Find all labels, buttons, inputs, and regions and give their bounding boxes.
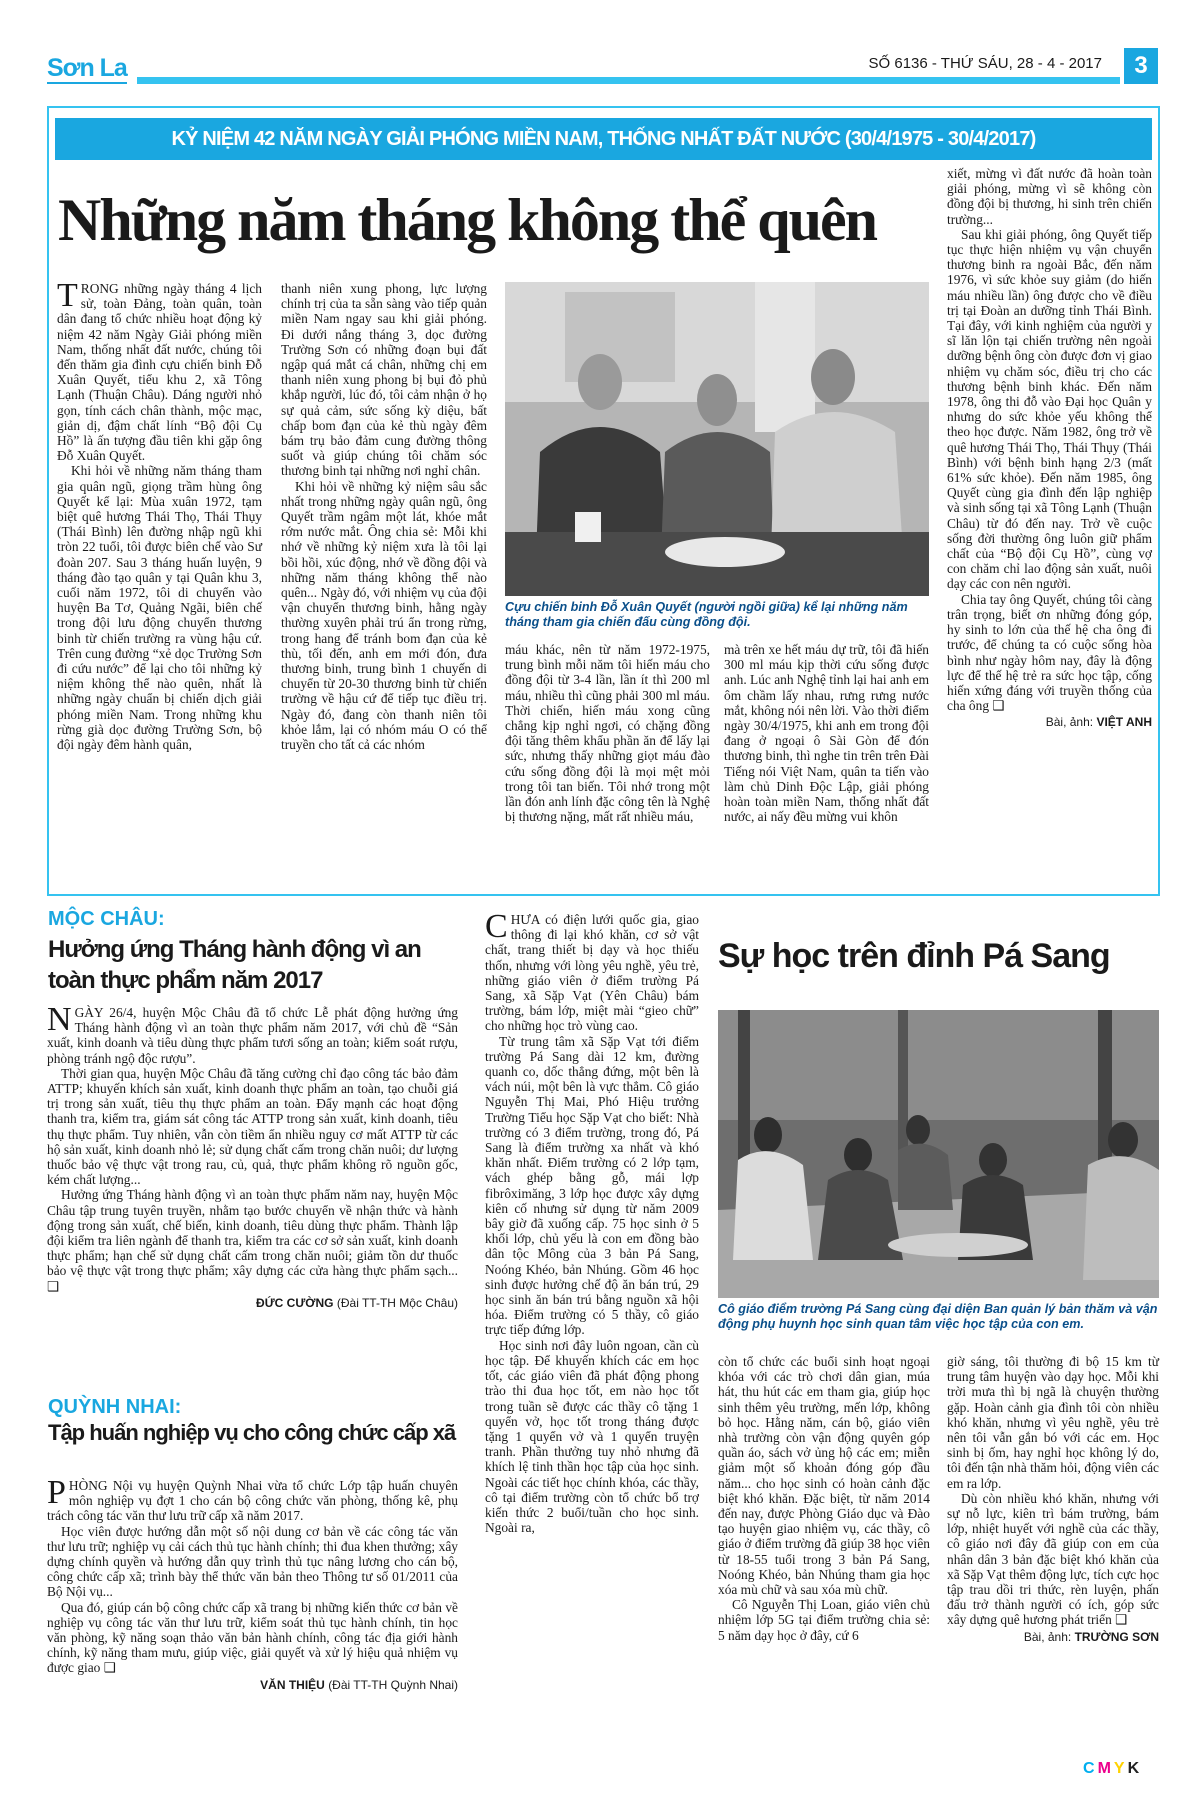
pasang-col-b: [718, 1354, 930, 1643]
byline-author: ĐỨC CƯỜNG: [256, 1295, 334, 1310]
paragraph: Dù còn nhiều khó khăn, nhưng với sự nỗ lực, kiên trì bám trường, bám lớp, nhiệt huyết với nghề của các thầy, cô giáo nơi đây đã giúp con em của nhân dân 3 bản đặc biệt khó khăn của xã Sặp Vạt thêm động lực, tích cực học tập trau dồi tri thức, rèn luyện, phấn đấu trở thành người có ích, góp sức xây dựng quê hương phát triển ❑: [947, 1490, 1159, 1628]
paragraph: mà trên xe hết máu dự trữ, tôi đã hiến 300 ml máu kịp thời cứu sống được anh. Lúc anh Nghệ tỉnh lại hai anh em ôm chầm lấy nhau, rưng rưng nước mắt, không nói nên lời. Vào thời điểm ngày 30/4/1975, khi anh em trong đội đang ở ngoại ô Sài Gòn để đón thương binh, thì nghe tin trên trên Đài Tiếng nói Việt Nam, quân ta tiến vào làm chủ Dinh Độc Lập, giải phóng hoàn toàn miền Nam, thống nhất đất nước, ai nấy đều mừng vui khôn: [724, 642, 929, 825]
paragraph: Cô Nguyễn Thị Loan, giáo viên chủ nhiệm lớp 5G tại điểm trường chia sẻ: 5 năm dạy học ở đây, cứ 6: [718, 1597, 930, 1643]
header-rule: [137, 77, 1120, 84]
paragraph: GÀY 26/4, huyện Mộc Châu đã tổ chức Lễ phát động hưởng ứng Tháng hành động vì an toàn thực phẩm năm 2017, với chủ đề “Sản xuất, kinh doanh và tiêu dùng thực phẩm tươi sống an toàn; kiểm soát rượu, phòng tránh ngộ độc rượu”.: [47, 1005, 458, 1066]
paragraph: HƯA có điện lưới quốc gia, giao thông đi lại khó khăn, cơ sở vật chất, trang thiết bị dạy và học thiếu thốn, nhưng với lòng yêu nghề, yêu trẻ, những giáo viên ở điểm trường Pá Sang, xã Sặp Vạt (Yên Châu) bám trường, bám lớp, miệt mài “gieo chữ” cho những học trò vùng cao.: [485, 912, 699, 1034]
feature-title: Những năm tháng không thể quên: [58, 187, 876, 253]
byline-source: (Đài TT-TH Mộc Châu): [336, 1295, 458, 1310]
paragraph: máu khác, nên từ năm 1972-1975, trung bình mỗi năm tôi hiến máu cho đồng đội từ 3-4 lần, lần ít thì 200 ml máu, nhiều thì cũng phải 300 ml máu. Thời chiến, hiến máu xong cũng chẳng kịp nghỉ ngơi, có chặng đồng đội tăng thêm khẩu phần ăn để lấy lại sức, nhưng thấy những giọt máu đào cứu sống đồng đội là mọi mệt mỏi trong tôi tan biến. Tôi nhớ trong một lần đón anh lính đặc công tên là Nghệ bị thương nặng, mất rất nhiều máu,: [505, 642, 710, 825]
paragraph: HÒNG Nội vụ huyện Quỳnh Nhai vừa tổ chức Lớp tập huấn chuyên môn nghiệp vụ đợt 1 cho cán bộ công chức văn phòng, thống kê, phụ trách công tác văn thư lưu trữ cấp xã năm 2017.: [47, 1478, 458, 1524]
drop-cap: P: [47, 1474, 66, 1511]
quynhnhai-kicker: QUỲNH NHAI:: [48, 1396, 182, 1418]
feature-col-4: [724, 642, 929, 824]
paragraph: giờ sáng, tôi thường đi bộ 15 km từ trung tâm huyện vào dạy học. Mỗi khi trời mưa thì bị ngã là chuyện thường gặp. Hoàn cảnh gia đình tôi còn nhiều khó khăn, nhưng vì yêu nghề, yêu trẻ nên tôi vẫn gắn bó với các em. Học sinh bị ốm, hay nghỉ học không lý do, tôi đến tận nhà thăm hỏi, động viên các em ra lớp.: [947, 1354, 1159, 1491]
quynhnhai-byline: [47, 1678, 458, 1693]
issue-info: SỐ 6136 - THỨ SÁU, 28 - 4 - 2017: [861, 55, 1110, 72]
paragraph: Chia tay ông Quyết, chúng tôi càng trân trọng, biết ơn những đóng góp, hy sinh to lớn của thế hệ cha ông đi trước, để chúng ta có cuộc sống hòa bình như ngày hôm nay, đây là động lực để thế hệ trẻ ra sức học tập, cống hiến xứng đáng với truyền thống của cha ông ❑: [947, 591, 1152, 714]
feature-col-1: [57, 277, 262, 753]
feature-col-2: [281, 281, 487, 752]
byline-label: Bài, ảnh:: [1045, 715, 1094, 730]
byline-author: VĂN THIỆU: [260, 1677, 325, 1692]
byline-label: Bài, ảnh:: [1023, 1629, 1072, 1644]
paragraph: Hưởng ứng Tháng hành động vì an toàn thực phẩm năm nay, huyện Mộc Châu tập trung tuyên truyền, nhằm tạo bước chuyển về nhận thức và hành động trong sản xuất, chế biến, kinh doanh, tiêu dùng thực phẩm. Thành lập đội kiểm tra liên ngành để thanh tra, kiểm tra các cơ sở sản xuất, kinh doanh thực phẩm; hạn chế sử dụng chất cấm trong chăn nuôi; giảm tồn dư thuốc bảo vệ thực vật trong thực phẩm; xây dựng các cửa hàng thực phẩm sạch... ❑: [47, 1187, 458, 1294]
paragraph: xiết, mừng vì đất nước đã hoàn toàn giải phóng, mừng vì sẽ không còn đồng đội bị thương, hi sinh trên chiến trường...: [947, 166, 1152, 227]
mocchau-kicker: MỘC CHÂU:: [48, 908, 165, 930]
quynhnhai-title: Tập huấn nghiệp vụ cho công chức cấp xã: [48, 1420, 456, 1445]
feature-byline: [947, 715, 1152, 730]
pasang-col-a: [485, 908, 699, 1536]
paragraph: thanh niên xung phong, lực lượng chính trị của ta sẵn sàng vào tiếp quản miền Nam ngay sau khi giải phóng. Đi dưới nắng tháng 3, dọc đường Trường Sơn có những đoạn bụi đất ngập quá mắt cá chân, những chị em thanh niên xung phong bị bụi đỏ phủ khắp người, lúc đó, tôi cảm nhận ở họ sự quả cảm, sức sống kỳ diệu, bất chấp bom đạn của kẻ thù ngày đêm bám trụ bảo đảm cung đường thông suốt và giúp chúng tôi chăm sóc thương binh tại những nơi nghỉ chân.: [281, 281, 487, 479]
feature-col-3: [505, 642, 710, 824]
mocchau-title: Hưởng ứng Tháng hành động vì an toàn thực phẩm năm 2017: [48, 936, 421, 994]
pasang-byline: [947, 1630, 1159, 1645]
paragraph: Học viên được hướng dẫn một số nội dung cơ bản về các công tác văn thư lưu trữ; nghiệp vụ cải cách thủ tục hành chính; thi đua khen thưởng; xây dựng chính quyền và hướng dẫn quy trình thủ tục nâng lương cho cán bộ, công chức cấp xã; trình bày thể thức văn bản theo Thông tư số 01/2011 của Bộ Nội vụ...: [47, 1523, 458, 1600]
quynhnhai-body: [47, 1474, 458, 1693]
mocchau-body: [47, 1001, 458, 1311]
cmyk-k: K: [1127, 1760, 1143, 1777]
mocchau-byline: [47, 1296, 458, 1311]
veterans-photo-caption: Cựu chiến binh Đỗ Xuân Quyết (người ngồi giữa) kể lại những năm tháng tham gia chiến đấu cùng đồng đội.: [505, 600, 908, 629]
drop-cap: T: [57, 277, 78, 314]
paragraph: còn tổ chức các buổi sinh hoạt ngoại khóa với các trò chơi dân gian, múa hát, thu hút các em tham gia, giúp học sinh thêm yêu trường, mến lớp, không bỏ học. Hằng năm, cán bộ, giáo viên nhà trường còn vận động quyên góp quần áo, sách vở ủng hộ các em; miễn giảm một số khoản đóng góp đầu năm... cho học sinh có hoàn cảnh đặc biệt khó khăn. Đặc biệt, từ năm 2014 đến nay, được Phòng Giáo dục và Đào tạo huyện giao nhiệm vụ, các thầy, cô giáo ở điểm trường đã giúp 38 học viên từ 18-55 tuổi trong 3 bản Pá Sang, Noóng Khéo, bản Nhúng tham gia học xóa mù chữ và sau xóa mù chữ.: [718, 1354, 930, 1598]
photo-illustration: [718, 1010, 1159, 1298]
paragraph: Thời gian qua, huyện Mộc Châu đã tăng cường chỉ đạo công tác bảo đảm ATTP; khuyến khích sản xuất, kinh doanh thực phẩm an toàn, tạo chuỗi giá trị trong sản xuất, tiêu thụ thực phẩm an toàn. Đẩy mạnh các hoạt động thanh tra, kiểm tra, giám sát công tác ATTP trong sản xuất, kinh doanh, tiêu thụ thực phẩm. Tuy nhiên, vẫn còn tiềm ẩn nhiều nguy cơ mất ATTP từ các hộ sản xuất, kinh doanh nhỏ lẻ; sử dụng chất cấm trong chăn nuôi; dư lượng thuốc bảo vệ thực vật trong rau, củ, quả, thực phẩm không rõ nguồn gốc, kém chất lượng...: [47, 1065, 458, 1188]
byline-author: TRƯỜNG SƠN: [1074, 1629, 1159, 1644]
pasang-col-c: [947, 1354, 1159, 1645]
feature-banner: KỶ NIỆM 42 NĂM NGÀY GIẢI PHÓNG MIỀN NAM, THỐNG NHẤT ĐẤT NƯỚC (30/4/1975 - 30/4/2017): [55, 118, 1152, 160]
paragraph: Khi hỏi về những kỷ niệm sâu sắc nhất trong những ngày quân ngũ, ông Quyết trầm ngâm một lát, khóe mắt rớm nước mắt. Ông chia sẻ: Mỗi khi nhớ về những kỷ niệm xưa là tôi lại bồi hồi, xúc động, nhớ về đồng đội và những năm tháng không thể nào quên... Ngày đó, với nhiệm vụ của đội vận chuyển thương binh, hằng ngày thường xuyên phải trú ẩn trong rừng, trong hang để tránh bom đạn của kẻ thù, tối đến, anh em mới đón, đưa thương binh, trung bình 1 chuyến di chuyển từ 20-30 thương binh từ chiến trường về hậu cứ để tiếp tục điều trị. Ngày đó, đang còn thanh niên tôi khỏe lắm, lại có nhóm máu O có thể truyền cho tất cả các nhóm: [281, 478, 487, 753]
photo-illustration: [505, 282, 929, 596]
byline-author: VIỆT ANH: [1096, 715, 1152, 730]
feature-col-5: [947, 166, 1152, 731]
page-number: 3: [1124, 48, 1158, 84]
cmyk-m: M: [1097, 1760, 1114, 1777]
paragraph: Học sinh nơi đây luôn ngoan, cần cù học tập. Để khuyến khích các em học tốt, các giáo viên đã phát động phong trào thi đua học tốt, em nào học tốt trong tuần sẽ được các thầy cô tặng 1 quyển vở, học tốt trong tháng được tặng 1 quyển vở và 1 quyển truyện tranh. Phần thưởng tuy nhỏ nhưng đã khích lệ tinh thần học tập của học sinh. Ngoài các tiết học chính khóa, các thầy, cô tại điểm trường còn tổ chức bổ trợ kiến thức 2 buổi/tuần cho học sinh. Ngoài ra,: [485, 1337, 699, 1536]
paragraph: Khi hỏi về những năm tháng tham gia quân ngũ, giọng trầm hùng ông Quyết kể lại: Mùa xuân 1972, tạm biệt quê hương Thái Thọ, Thái Thụy (Thái Bình) lên đường nhập ngũ khi tròn 22 tuổi, tôi được biên chế vào Sư đoàn 207. Sau 3 tháng huấn luyện, 9 tháng đào tạo quân y tại Quân khu 3, cuối năm 1972, tôi di chuyển vào huyện Ba Tơ, Quảng Ngãi, biên chế trong đội lưu động chuyển thương binh từ chiến trường ra vùng hậu cứ. Trên cung đường “xẻ dọc Trường Sơn đi cứu nước” để lại cho tôi những kỷ niệm không thể nào quên, nhất là những ngày chuẩn bị chiến dịch giải phóng miền Nam. Trong những khu rừng già dọc đường Trường Sơn, bộ đội ngày đêm hành quân,: [57, 463, 262, 753]
byline-source: (Đài TT-TH Quỳnh Nhai): [328, 1677, 458, 1692]
drop-cap: C: [485, 908, 508, 945]
paragraph: Sau khi giải phóng, ông Quyết tiếp tục thực hiện nhiệm vụ vận chuyển thương binh ra ngoài Bắc, đến năm 1976, vì sức khỏe suy giảm (do hiến máu nhiều lần) ông được cho về điều trị tại Đoàn an dưỡng tỉnh Thái Bình. Tại đây, với kinh nghiệm của người y sĩ lăn lộn tại chiến trường nên ngoài dưỡng bệnh ông còn được đơn vị giao nhiệm vụ chăm sóc, điều trị cho các thương bệnh binh khác. Đến năm 1978, ông thi đỗ vào Đại học Quân y nhưng do sức khỏe yếu không thể theo học được. Năm 1982, ông trở về quê hương Thái Thọ, Thái Thụy (Thái Bình) với bệnh binh hạng 2/3 (mất 61% sức khỏe). Đến năm 1985, ông Quyết cùng gia đình đến lập nghiệp và sinh sống tại xã Tông Lạnh (Thuận Châu) từ đó đến nay. Trở về cuộc sống đời thường ông luôn giữ phẩm chất của “Bộ đội Cụ Hồ”, cùng vợ con chăm chỉ lao động sản xuất, nuôi dạy các con nên người.: [947, 226, 1152, 592]
cmyk-marks: [1083, 1760, 1142, 1778]
classroom-photo: [718, 1010, 1159, 1298]
cmyk-y: Y: [1113, 1760, 1128, 1777]
pasang-title: Sự học trên đỉnh Pá Sang: [718, 937, 1110, 975]
veterans-photo: [505, 282, 929, 596]
paragraph: Từ trung tâm xã Sặp Vạt tới điểm trường Pá Sang dài 12 km, đường quanh co, dốc thẳng đứng, một bên là vách núi, một bên là vực thẳm. Cô giáo Nguyễn Thị Mai, Phó Hiệu trưởng Trường Tiểu học Sặp Vạt cho biết: Nhà trường có 3 điểm trường, trong đó, Pá Sang là điểm trường xa nhất và khó khăn nhất. Điểm trường có 2 lớp tạm, vách ghép bằng gỗ, mái lợp fibrôximăng, 3 lớp học được xây dựng kiên cố nhưng sử dụng từ năm 2009 bây giờ đã xuống cấp. 75 học sinh ở 5 khối lớp, chủ yếu là con em đồng bào dân tộc Mông của 3 bản Pá Sang, Noóng Khéo, bản Nhúng. Gồm 46 học sinh được hưởng chế độ ăn bán trú, 29 học sinh ăn bán trú bằng nguồn xã hội hóa. Điểm trường có 5 thầy, cô giáo trực tiếp đứng lớp.: [485, 1033, 699, 1338]
drop-cap: N: [47, 1001, 72, 1038]
cmyk-c: C: [1083, 1760, 1098, 1777]
paragraph: RONG những ngày tháng 4 lịch sử, toàn Đảng, toàn quân, toàn dân đang tổ chức nhiều hoạt động kỷ niệm 42 năm Ngày Giải phóng miền Nam, thống nhất đất nước, chúng tôi đến thăm gia đình cựu chiến binh Đỗ Xuân Quyết, tiểu khu 2, xã Tông Lạnh (Thuận Châu). Dáng người nhỏ gọn, tính cách chân thành, mộc mạc, giản dị, đậm chất lính “Bộ đội Cụ Hồ” là ấn tượng đầu tiên khi gặp ông Đỗ Xuân Quyết.: [57, 281, 262, 464]
paragraph: Qua đó, giúp cán bộ công chức cấp xã trang bị những kiến thức cơ bản về nghiệp vụ công tác văn thư lưu trữ, kiểm soát thủ tục hành chính, tin học văn phòng, kỹ năng soạn thảo văn bản hành chính, công tác địa giới hành chính, kỹ năng tham mưu, giúp việc, giải quyết và xử lý hiệu quả nhiệm vụ được giao ❑: [47, 1599, 458, 1676]
section-name: Sơn La: [47, 54, 127, 82]
classroom-photo-caption: Cô giáo điểm trường Pá Sang cùng đại diện Ban quản lý bản thăm và vận động phụ huynh học sinh quan tâm việc học tập của con em.: [718, 1302, 1158, 1331]
